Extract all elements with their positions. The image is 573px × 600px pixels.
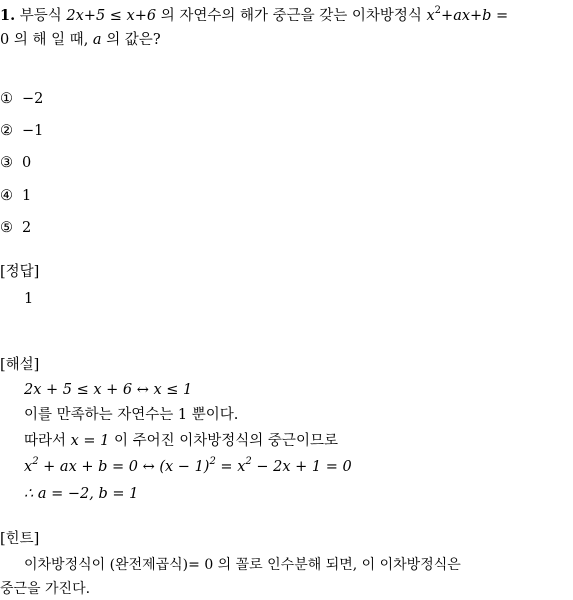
explanation-line-5: ∴ a = −2, b = 1 — [24, 486, 139, 502]
explanation-text: 이 주어진 이차방정식의 중근이므로 — [114, 433, 338, 449]
choice-marker: ⑤ — [0, 220, 13, 236]
explanation-line-3 — [24, 432, 338, 450]
choice-value: 1 — [22, 188, 32, 204]
eq-term: x — [24, 459, 33, 475]
choice-2[interactable] — [0, 122, 43, 140]
problem-line-2 — [0, 31, 161, 49]
choice-4[interactable] — [0, 187, 31, 205]
equation-term: x — [426, 8, 435, 24]
problem-text: 0 의 해 일 때, — [0, 32, 89, 48]
choice-5[interactable] — [0, 219, 31, 237]
explanation-line-2: 이를 만족하는 자연수는 1 뿐이다. — [24, 407, 239, 423]
choice-marker: ② — [0, 123, 13, 139]
explanation-line-1: 2x + 5 ≤ x + 6 ↔ x ≤ 1 — [24, 382, 193, 398]
choice-marker: ③ — [0, 155, 13, 171]
explanation-text: 따라서 — [24, 433, 67, 449]
hint-line-2: 중근을 가진다. — [0, 581, 91, 597]
choice-value: −1 — [22, 123, 44, 139]
choice-marker: ① — [0, 91, 13, 107]
choice-value: −2 — [22, 91, 44, 107]
exponent: 2 — [434, 5, 442, 17]
choice-value: 2 — [22, 220, 32, 236]
problem-number: 1. — [0, 7, 16, 24]
choice-3[interactable] — [0, 154, 31, 172]
inequality: 2x+5 ≤ x+6 — [66, 8, 157, 24]
exponent: 2 — [209, 456, 216, 468]
hint-heading: [힌트] — [0, 531, 40, 547]
choice-value: 0 — [22, 155, 32, 171]
eq-term: − 2x + 1 = 0 — [251, 459, 352, 475]
answer-value: 1 — [24, 291, 34, 307]
problem-text: 의 자연수의 해가 중근을 갖는 이차방정식 — [160, 8, 422, 24]
problem-line-1 — [0, 7, 508, 25]
variable: a — [92, 32, 102, 48]
explanation-line-4 — [24, 458, 352, 476]
equation-term: +ax+b = — [441, 8, 509, 24]
explanation-math: x = 1 — [70, 433, 110, 449]
eq-term: + ax + b = 0 ↔ (x − 1) — [38, 459, 210, 475]
eq-term: = x — [215, 459, 246, 475]
exponent: 2 — [32, 456, 39, 468]
choice-marker: ④ — [0, 188, 13, 204]
exponent: 2 — [245, 456, 252, 468]
problem-text: 부등식 — [19, 8, 62, 24]
answer-heading: [정답] — [0, 264, 40, 280]
problem-text: 의 값은? — [106, 32, 161, 48]
choice-1[interactable] — [0, 90, 43, 108]
hint-line-1: 이차방정식이 (완전제곱식)= 0 의 꼴로 인수분해 되면, 이 이차방정식은 — [24, 557, 461, 573]
explanation-heading: [해설] — [0, 357, 40, 373]
